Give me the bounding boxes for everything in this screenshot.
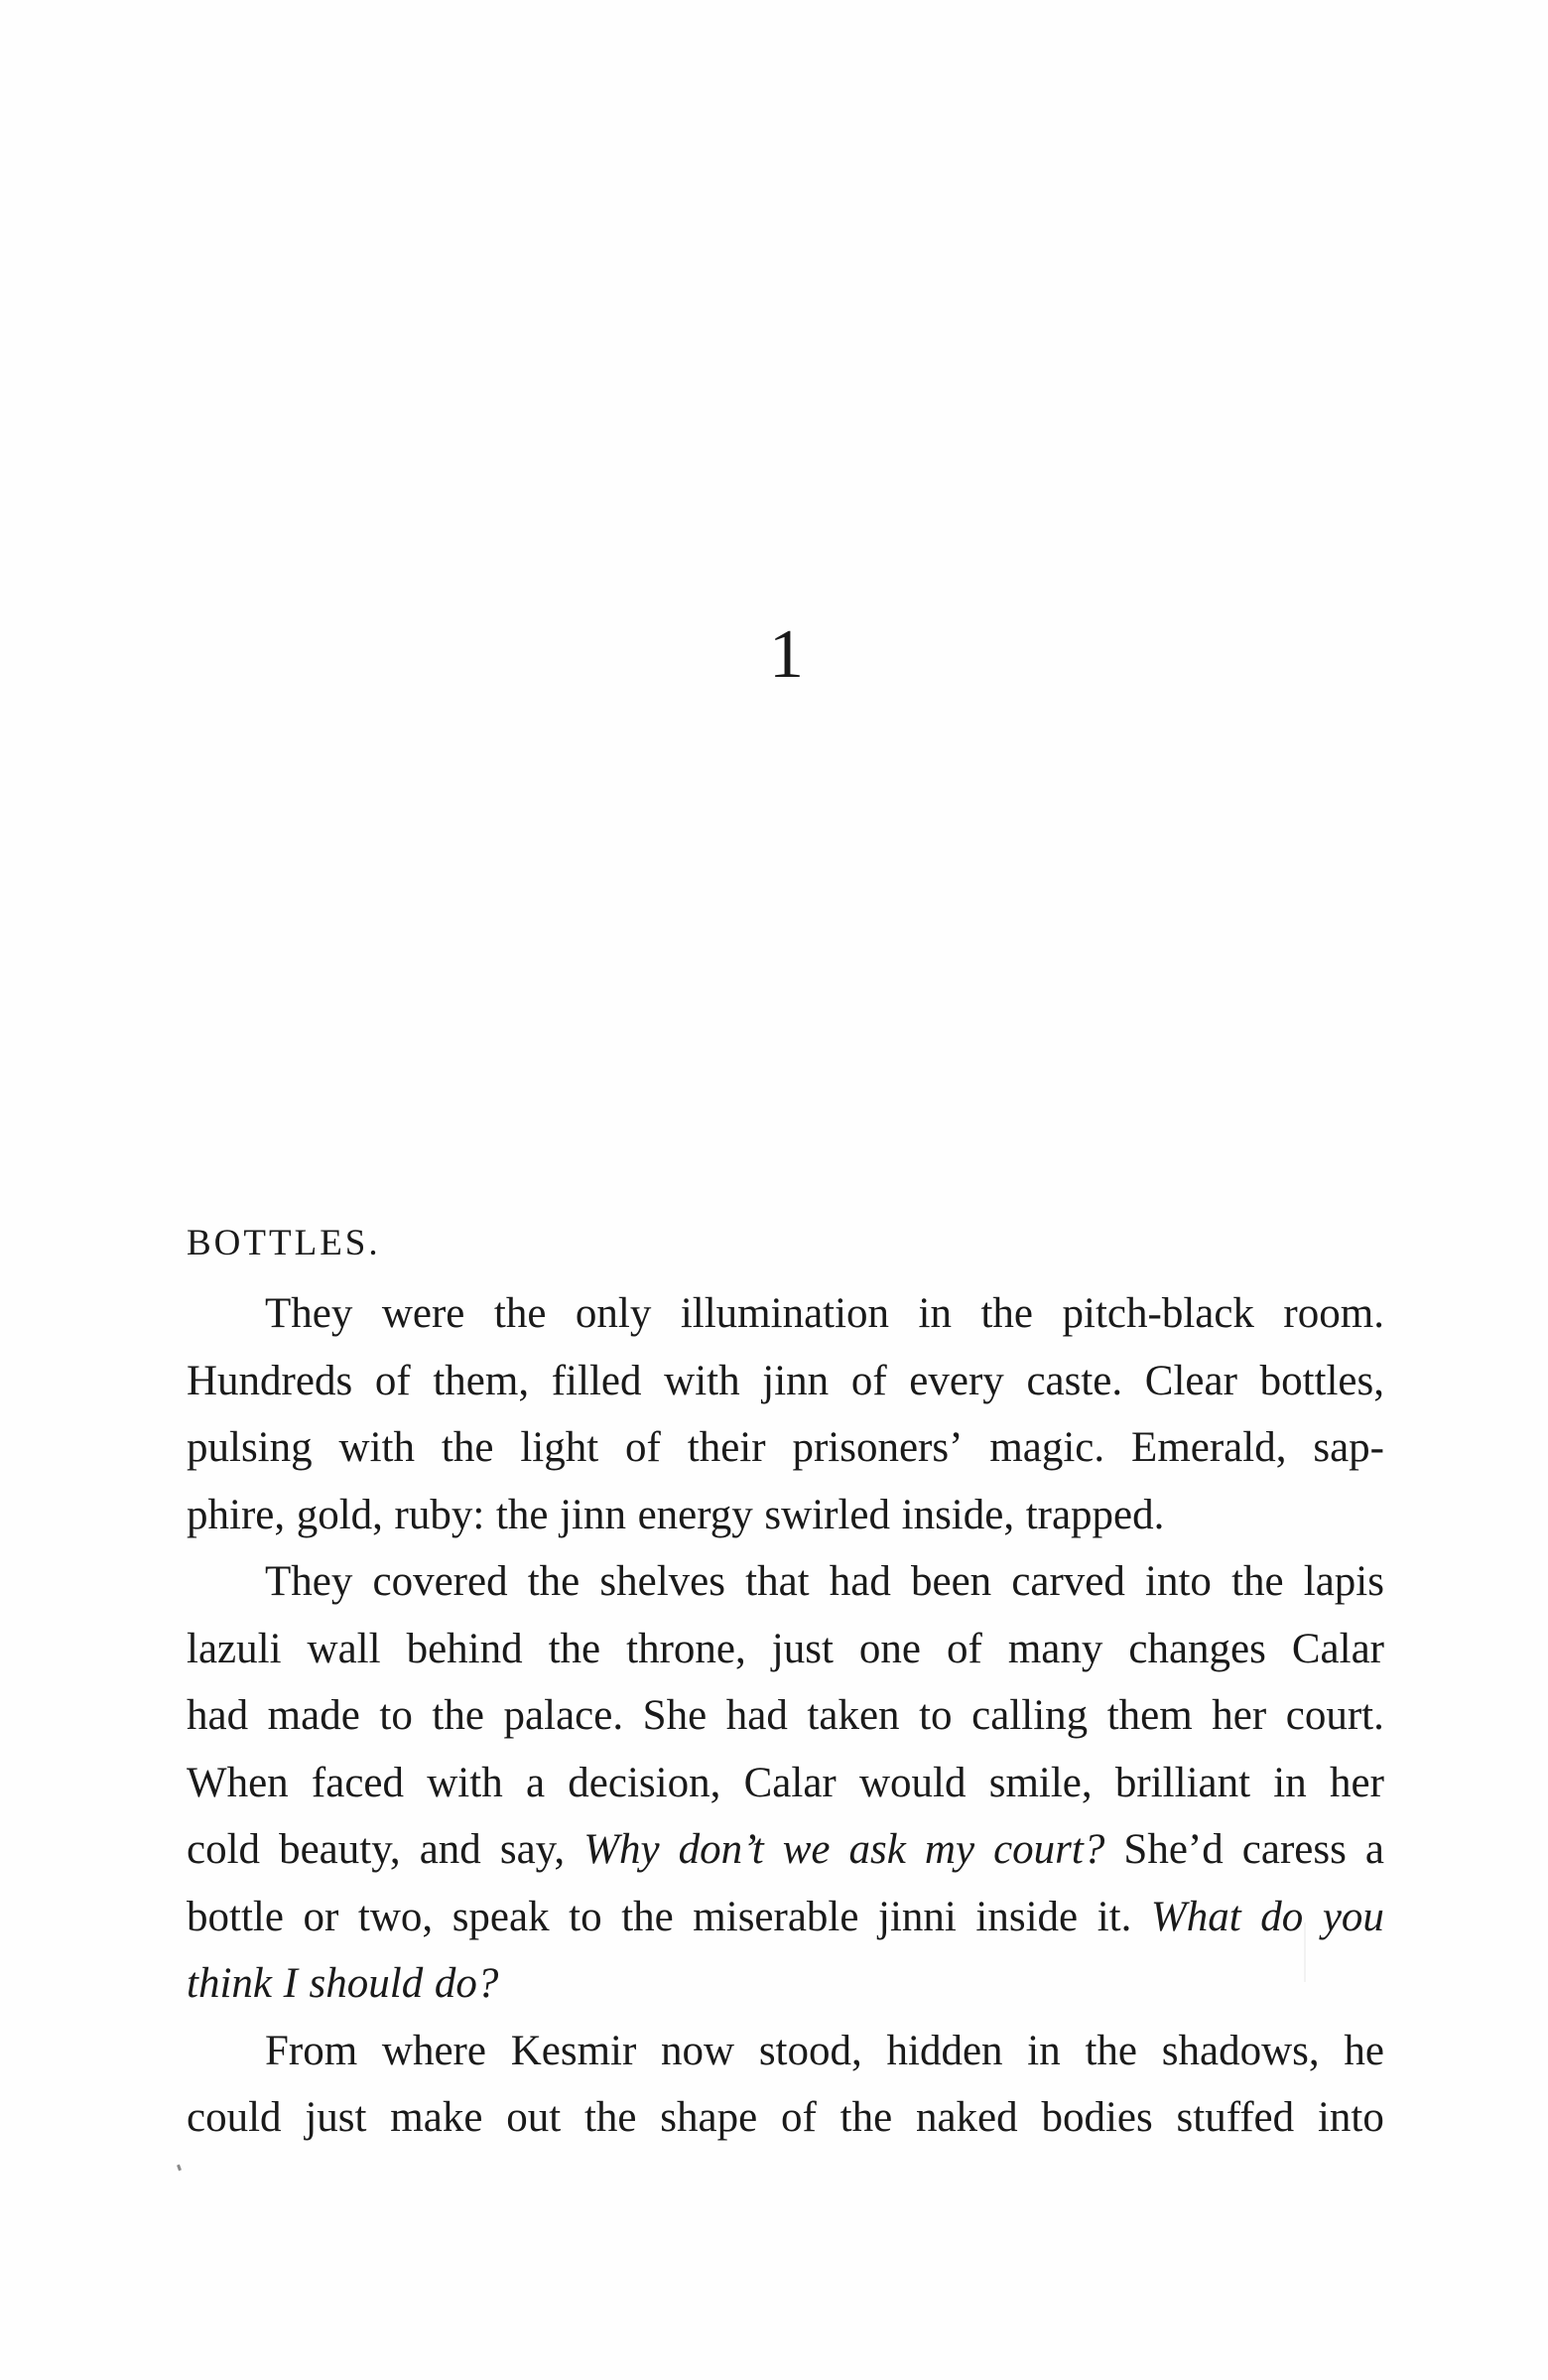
word: a	[525, 1759, 546, 1806]
word: it.	[1096, 1893, 1132, 1940]
word: made	[267, 1692, 360, 1739]
word: behind	[406, 1625, 523, 1672]
word: pitch-black	[1062, 1290, 1254, 1337]
word: They	[265, 1558, 353, 1605]
word: had	[725, 1692, 788, 1739]
italic-word: What	[1150, 1893, 1241, 1940]
opening-word: BOTTLES.	[187, 1223, 381, 1263]
word: the	[495, 1491, 549, 1538]
word: caress	[1241, 1826, 1347, 1873]
italic-word: we	[782, 1826, 831, 1873]
italic-word: ask	[848, 1826, 906, 1873]
italic-word: should	[309, 1960, 424, 2007]
word: shape	[660, 2094, 758, 2141]
word: of	[781, 2094, 817, 2141]
word: the	[441, 1424, 494, 1471]
word: their	[687, 1424, 766, 1471]
word: stuffed	[1176, 2094, 1295, 2141]
word: Emerald,	[1131, 1424, 1287, 1471]
word: of	[850, 1357, 887, 1404]
word: the	[548, 1625, 601, 1672]
word: calling	[971, 1692, 1089, 1739]
word: court.	[1285, 1692, 1384, 1739]
word: taken	[807, 1692, 900, 1739]
word: shadows,	[1161, 2027, 1320, 2074]
text-line	[187, 1548, 1384, 1616]
word: jinn	[762, 1357, 830, 1404]
word: just	[771, 1625, 834, 1672]
word: filled	[551, 1357, 642, 1404]
word: She’d	[1123, 1826, 1224, 1873]
word: would	[858, 1759, 967, 1806]
word: wall	[307, 1625, 381, 1672]
word: them,	[433, 1357, 530, 1404]
word: swirled	[764, 1491, 891, 1538]
word: only	[575, 1290, 652, 1337]
word: the	[1085, 2027, 1138, 2074]
word: bodies	[1041, 2094, 1153, 2141]
word: lazuli	[187, 1625, 282, 1672]
italic-word: court?	[993, 1826, 1105, 1873]
chapter-body	[187, 1214, 1384, 2152]
word: her	[1330, 1759, 1384, 1806]
word: smile,	[988, 1759, 1093, 1806]
word: the	[980, 1290, 1034, 1337]
word: jinn	[560, 1491, 626, 1538]
text-line	[187, 1750, 1384, 1817]
italic-word: think	[187, 1960, 272, 2007]
italic-word: do	[1260, 1893, 1304, 1940]
word: sap-	[1313, 1424, 1384, 1471]
body-text	[187, 1280, 1384, 2152]
word: caste.	[1026, 1357, 1123, 1404]
word: out	[506, 2094, 562, 2141]
word: two,	[357, 1893, 434, 1940]
word: Clear	[1144, 1357, 1237, 1404]
scan-mark	[1304, 1922, 1306, 1982]
word: had	[187, 1692, 249, 1739]
word: and	[419, 1826, 481, 1873]
word: bottle	[187, 1893, 284, 1940]
word: pulsing	[187, 1424, 313, 1471]
word: inside	[975, 1893, 1079, 1940]
italic-word: I	[283, 1960, 298, 2007]
word: Hundreds	[187, 1357, 353, 1404]
word: decision,	[568, 1759, 721, 1806]
word: the	[583, 2094, 637, 2141]
word: the	[621, 1893, 674, 1940]
word: to	[379, 1692, 413, 1739]
word: or	[303, 1893, 339, 1940]
word: many	[1007, 1625, 1103, 1672]
text-line	[187, 1616, 1384, 1683]
word: make	[390, 2094, 483, 2141]
text-line	[187, 1682, 1384, 1750]
word: Kesmir	[510, 2027, 637, 2074]
word: with	[664, 1357, 740, 1404]
word: gold,	[296, 1491, 383, 1538]
word: he	[1344, 2027, 1384, 2074]
word: trapped.	[1025, 1491, 1165, 1538]
word: speak	[452, 1893, 550, 1940]
word: carved	[1011, 1558, 1125, 1605]
word: lapis	[1303, 1558, 1384, 1605]
word: the	[839, 2094, 893, 2141]
word: of	[947, 1625, 982, 1672]
word: them	[1106, 1692, 1193, 1739]
word: of	[625, 1424, 661, 1471]
italic-word: don’t	[678, 1826, 764, 1873]
word: shelves	[599, 1558, 725, 1605]
italic-word: do?	[434, 1960, 499, 2007]
word: naked	[915, 2094, 1018, 2141]
word: inside,	[901, 1491, 1015, 1538]
word: her	[1212, 1692, 1267, 1739]
word: ruby:	[394, 1491, 485, 1538]
word: in	[918, 1290, 952, 1337]
word: the	[1231, 1558, 1284, 1605]
word: to	[919, 1692, 953, 1739]
word: cold	[187, 1826, 261, 1873]
word: to	[569, 1893, 602, 1940]
word: jinni	[878, 1893, 957, 1940]
word: one	[858, 1625, 921, 1672]
word: magic.	[989, 1424, 1105, 1471]
word: now	[661, 2027, 735, 2074]
word: were	[381, 1290, 465, 1337]
text-line	[187, 2084, 1384, 2152]
word: She	[642, 1692, 708, 1739]
word: light	[520, 1424, 599, 1471]
word: with	[338, 1424, 415, 1471]
text-line	[187, 1816, 1384, 1884]
word: Calar	[743, 1759, 837, 1806]
word: where	[381, 2027, 486, 2074]
word: a	[1364, 1826, 1384, 1873]
word: changes	[1128, 1625, 1266, 1672]
word: in	[1027, 2027, 1061, 2074]
word: the	[432, 1692, 484, 1739]
text-line	[187, 2018, 1384, 2085]
word: that	[745, 1558, 810, 1605]
word: When	[187, 1759, 289, 1806]
word: energy	[637, 1491, 753, 1538]
word: illumination	[680, 1290, 890, 1337]
word: From	[265, 2027, 358, 2074]
word: prisoners’	[792, 1424, 964, 1471]
word: hidden	[886, 2027, 1003, 2074]
text-line	[187, 1348, 1384, 1415]
word: room.	[1283, 1290, 1384, 1337]
word: phire,	[187, 1491, 286, 1538]
word: had	[829, 1558, 891, 1605]
word: could	[187, 2094, 282, 2141]
word: bottles,	[1259, 1357, 1384, 1404]
word: beauty,	[279, 1826, 401, 1873]
text-line	[187, 1950, 1384, 2018]
italic-word: my	[924, 1826, 975, 1873]
word: into	[1145, 1558, 1212, 1605]
word: brilliant	[1114, 1759, 1251, 1806]
word: They	[265, 1290, 353, 1337]
word: the	[493, 1290, 547, 1337]
word: in	[1273, 1759, 1307, 1806]
italic-word: Why	[583, 1826, 660, 1873]
word: just	[305, 2094, 367, 2141]
text-line	[187, 1884, 1384, 1951]
word: say,	[499, 1826, 566, 1873]
word: palace.	[503, 1692, 624, 1739]
word: Calar	[1291, 1625, 1384, 1672]
text-line	[187, 1414, 1384, 1482]
word: throne,	[626, 1625, 746, 1672]
word: of	[374, 1357, 411, 1404]
word: been	[911, 1558, 992, 1605]
word: into	[1317, 2094, 1384, 2141]
word: miserable	[693, 1893, 859, 1940]
scan-speck	[177, 2165, 182, 2172]
italic-word: you	[1322, 1893, 1384, 1940]
word: with	[427, 1759, 503, 1806]
word: stood,	[758, 2027, 862, 2074]
word: faced	[311, 1759, 404, 1806]
text-line	[187, 1482, 1384, 1549]
word: covered	[372, 1558, 508, 1605]
text-line	[187, 1280, 1384, 1348]
chapter-number: 1	[769, 616, 804, 693]
word: every	[909, 1357, 1004, 1404]
word: the	[527, 1558, 580, 1605]
